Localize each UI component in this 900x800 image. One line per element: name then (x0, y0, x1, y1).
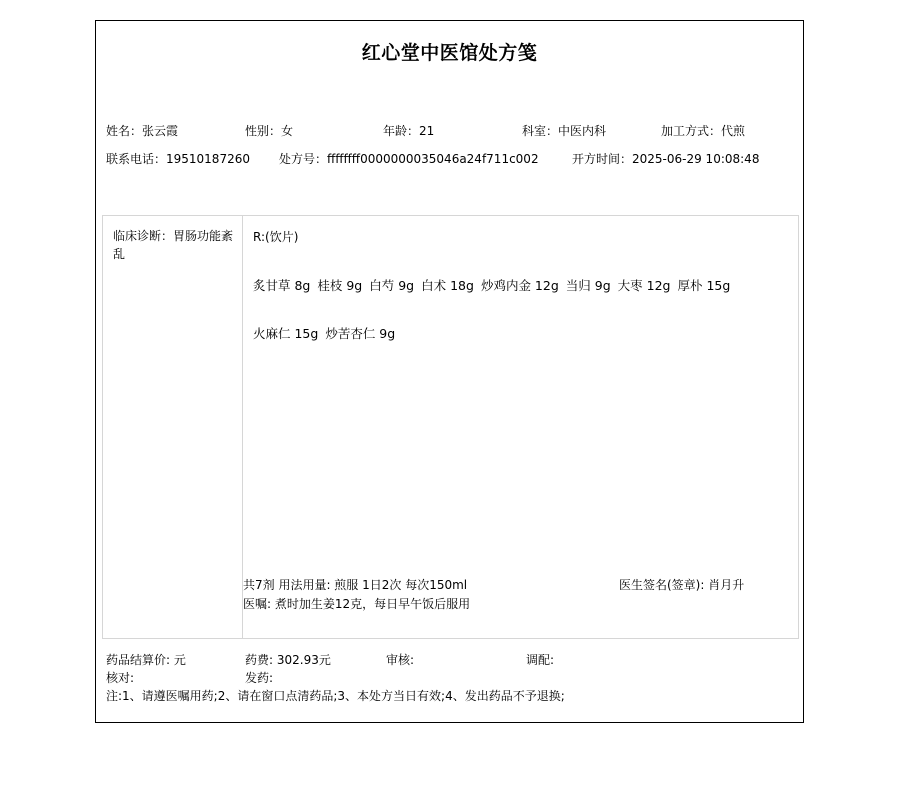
usage-instructions: 共7剂 用法用量: 煎服 1日2次 每次150ml (243, 578, 468, 592)
dispense-label: 调配: (526, 653, 555, 667)
page-title: 红心堂中医馆处方笺 (361, 42, 538, 64)
herb-item: 炙甘草 8g (253, 278, 311, 293)
issue-drug-label: 发药: (245, 671, 274, 685)
patient-name: 姓名：张云霞 (106, 124, 179, 138)
prescription-body (102, 215, 799, 639)
rx-type: R:(饮片) (253, 230, 299, 244)
drug-settlement: 药品结算价: 元 (106, 653, 186, 667)
issue-time: 开方时间：2025-06-29 10:08:48 (572, 152, 760, 166)
herb-item: 火麻仁 15g (253, 326, 319, 341)
herb-item: 炒鸡内金 12g (480, 278, 559, 293)
check-label: 核对: (106, 671, 135, 685)
herb-item: 大枣 12g (617, 278, 671, 293)
herb-item: 桂枝 9g (317, 278, 363, 293)
herb-item: 白芍 9g (369, 278, 415, 293)
herb-item: 炒苦杏仁 9g (325, 326, 396, 341)
doctor-signature: 医生签名(签章): 肖月升 (619, 578, 745, 592)
medical-advice: 医嘱: 煮时加生姜12克，每日早午饭后服用 (243, 597, 471, 611)
patient-gender: 性别：女 (245, 124, 294, 138)
herb-item: 当归 9g (565, 278, 611, 293)
patient-age: 年龄：21 (383, 124, 435, 138)
herb-item: 厚朴 15g (677, 278, 731, 293)
prescription-number: 处方号：ffffffff0000000035046a24f711c002 (279, 152, 539, 166)
drug-fee: 药费: 302.93元 (245, 653, 331, 667)
column-divider (242, 216, 243, 638)
herb-list-line-1 (253, 276, 737, 294)
review-label: 审核: (386, 653, 415, 667)
processing-method: 加工方式：代煎 (661, 124, 746, 138)
clinical-diagnosis: 临床诊断：胃肠功能紊乱 (113, 229, 234, 261)
department: 科室：中医内科 (522, 124, 607, 138)
herb-list-line-2 (253, 324, 402, 342)
footer-note: 注:1、请遵医嘱用药;2、请在窗口点清药品;3、本处方当日有效;4、发出药品不予退换; (106, 689, 565, 703)
herb-item: 白术 18g (421, 278, 474, 293)
phone-number: 联系电话：19510187260 (106, 152, 250, 166)
prescription-sheet (95, 20, 804, 723)
